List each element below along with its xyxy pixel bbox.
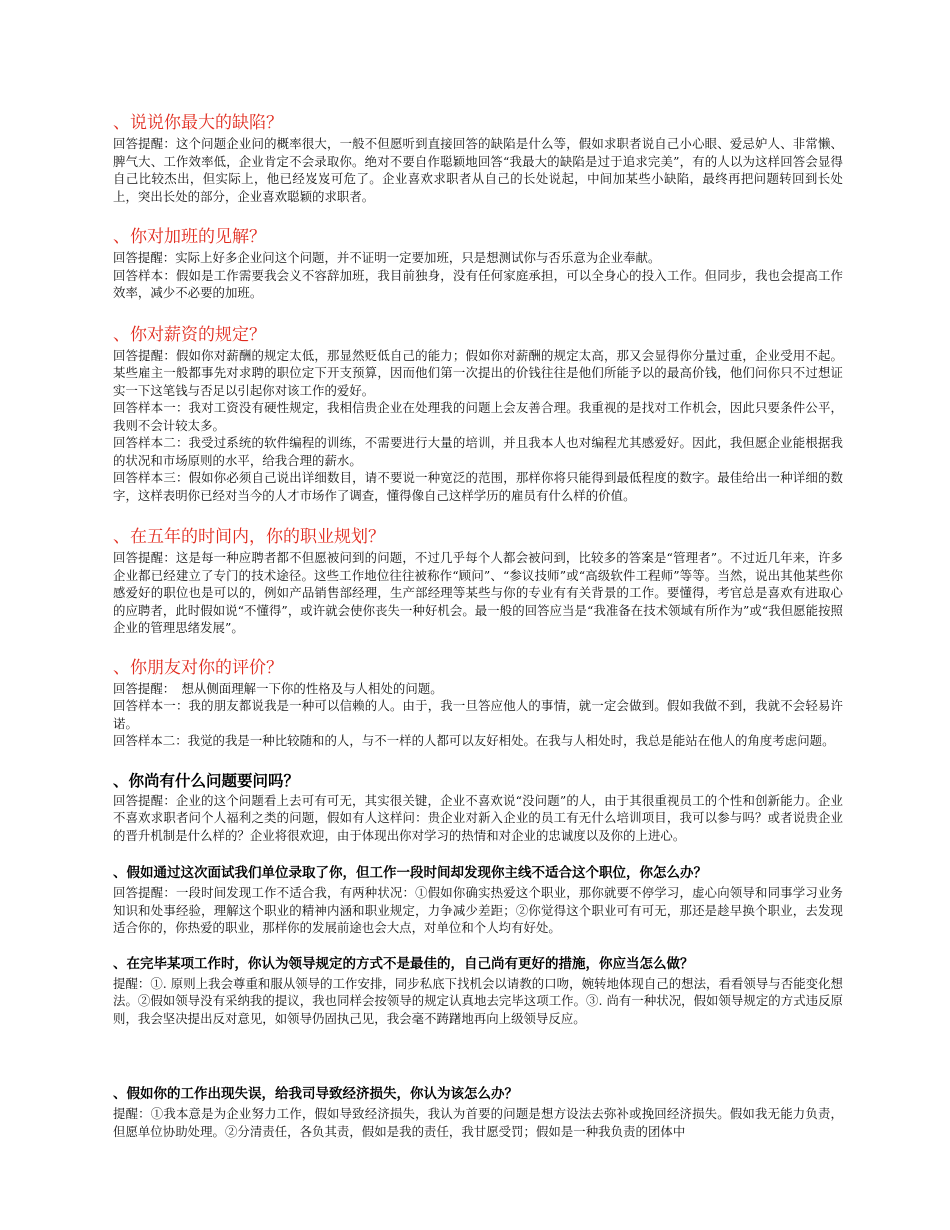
- paragraph: 回答提醒：假如你对薪酬的规定太低，那显然贬低自己的能力；假如你对薪酬的规定太高，那又会显得你分量过重，企业受用不起。某些雇主一般都事先对求聘的职位定下开支预算，因而他们第一次提出的价钱往往是他们所能予以的最高价钱，他们问你只不过想证实一下这笔钱与否足以引起你对该工作的爱好。: [113, 347, 843, 398]
- paragraph: 回答样本一：我对工资没有硬性规定，我相信贵企业在处理我的问题上会友善合理。我重视的是找对工作机会，因此只要条件公平，我则不会计较太多。: [113, 400, 843, 433]
- section-overtime: [113, 226, 843, 302]
- section-heading: 、你对薪资的规定？: [113, 324, 266, 345]
- section-heading: 、你对加班的见解？: [113, 227, 266, 247]
- section-work-mistake: [113, 1085, 843, 1140]
- section-better-method: [113, 955, 843, 1028]
- paragraph: 回答样本：假如是工作需要我会义不容辞加班，我目前独身，没有任何家庭承担，可以全身心的投入工作。但同步，我也会提高工作效率，减少不必要的加班。: [113, 267, 843, 300]
- section-heading: 、你尚有什么问题要问吗？: [113, 770, 300, 790]
- paragraph: 回答提醒： 想从侧面理解一下你的性格及与人相处的问题。: [113, 680, 443, 696]
- section-not-suitable: [113, 864, 843, 937]
- section-heading: 、你朋友对你的评价？: [113, 657, 283, 678]
- paragraph: 回答提醒：这是每一种应聘者都不但愿被问到的问题，不过几乎每个人都会被问到，比较多的答案是“管理者”。不过近几年来，许多企业都已经建立了专门的技术途径。这些工作地位往往被称作“顾问”、“参议技师”或“高级软件工程师”等等。当然，说出其他某些你感爱好的职位也是可以的，例如产品销售部经理，生产部经理等某些与你的专业有有关背景的工作。要懂得，考官总是喜欢有进取心的应聘者，此时假如说“不懂得”，或许就会使你丧失一种好机会。最一般的回答应当是“我准备在技术领域有所作为”或“我但愿能按照企业的管理思绪发展”。: [113, 550, 843, 635]
- section-heading: 、说说你最大的缺陷？: [113, 113, 283, 133]
- document-page: [113, 112, 843, 1140]
- section-heading: 、假如你的工作出现失误，给我司导致经济损失，你认为该怎么办？: [113, 1086, 518, 1102]
- section-salary: [113, 324, 843, 505]
- paragraph: 回答提醒：企业的这个问题看上去可有可无，其实很关键，企业不喜欢说“没问题”的人，由于其很重视员工的个性和创新能力。企业不喜欢求职者问个人福利之类的问题，假如有人这样问：贵企业对新入企业的员工有无什么培训项目，我可以参与吗？或者说贵企业的晋升机制是什么样的？企业将很欢迎，由于体现出你对学习的热情和对企业的忠诚度以及你的上进心。: [113, 792, 843, 843]
- paragraph: 回答样本二：我受过系统的软件编程的训练，不需要进行大量的培训，并且我本人也对编程尤其感爱好。因此，我但愿企业能根据我的状况和市场原则的水平，给我合理的薪水。: [113, 435, 843, 468]
- paragraph: 提醒：①. 原则上我会尊重和服从领导的工作安排，同步私底下找机会以请教的口吻，婉转地体现自己的想法，看看领导与否能变化想法。②假如领导没有采纳我的提议，我也同样会按领导的规定认真地去完毕这项工作。③. 尚有一种状况，假如领导规定的方式违反原则，我会坚决提出反对意见，如领导仍固执己见，我会毫不踌躇地再向上级领导反应。: [113, 975, 843, 1026]
- paragraph: 回答样本一：我的朋友都说我是一种可以信赖的人。由于，我一旦答应他人的事情，就一定会做到。假如我做不到，我就不会轻易许诺。: [113, 698, 843, 731]
- paragraph: 回答提醒：一段时间发现工作不适合我，有两种状况：①假如你确实热爱这个职业，那你就要不停学习，虚心向领导和同事学习业务知识和处事经验，理解这个职业的精神内涵和职业规定，力争减少差距；②你觉得这个职业可有可无，那还是趁早换个职业，去发现适合你的，你热爱的职业，那样你的发展前途也会大点，对单位和个人均有好处。: [113, 885, 843, 935]
- section-heading: 、在五年的时间内，你的职业规划？: [113, 527, 385, 547]
- paragraph: 回答样本二：我觉的我是一种比较随和的人，与不一样的人都可以友好相处。在我与人相处时，我总是能站在他人的角度考虑问题。: [113, 733, 835, 748]
- paragraph: 回答提醒：这个问题企业问的概率很大，一般不但愿听到直接回答的缺陷是什么等，假如求职者说自己小心眼、爱忌妒人、非常懒、脾气大、工作效率低，企业肯定不会录取你。绝对不要自作聪颖地回答“我最大的缺陷是过于追求完美”，有的人以为这样回答会显得自己比较杰出，但实际上，他已经岌岌可危了。企业喜欢求职者从自己的长处说起，中间加某些小缺陷，最终再把问题转回到长处上，突出长处的部分，企业喜欢聪颖的求职者。: [113, 136, 843, 204]
- paragraph: 回答提醒：实际上好多企业问这个问题，并不证明一定要加班，只是想测试你与否乐意为企业奉献。: [113, 250, 661, 265]
- section-questions-to-ask: [113, 770, 843, 845]
- paragraph: 回答样本三：假如你必须自己说出详细数目，请不要说一种宽泛的范围，那样你将只能得到最低程度的数字。最佳给出一种详细的数字，这样表明你已经对当今的人才市场作了调查，懂得像自己这样学历的雇员有什么样的价值。: [113, 470, 843, 503]
- section-biggest-weakness: [113, 112, 843, 205]
- section-heading: 、在完毕某项工作时，你认为领导规定的方式不是最佳的，自己尚有更好的措施，你应当怎么做？: [113, 955, 694, 972]
- paragraph: 提醒：①我本意是为企业努力工作，假如导致经济损失，我认为首要的问题是想方设法去弥补或挽回经济损失。假如我无能力负责，但愿单位协助处理。②分清责任，各负其责，假如是我的责任，我甘愿受罚；假如是一种我负责的团体中: [113, 1106, 843, 1139]
- section-friends-evaluation: [113, 657, 843, 750]
- section-heading: 、假如通过这次面试我们单位录取了你，但工作一段时间却发现你主线不适合这个职位，你怎么办？: [113, 865, 707, 881]
- section-career-plan: [113, 526, 843, 637]
